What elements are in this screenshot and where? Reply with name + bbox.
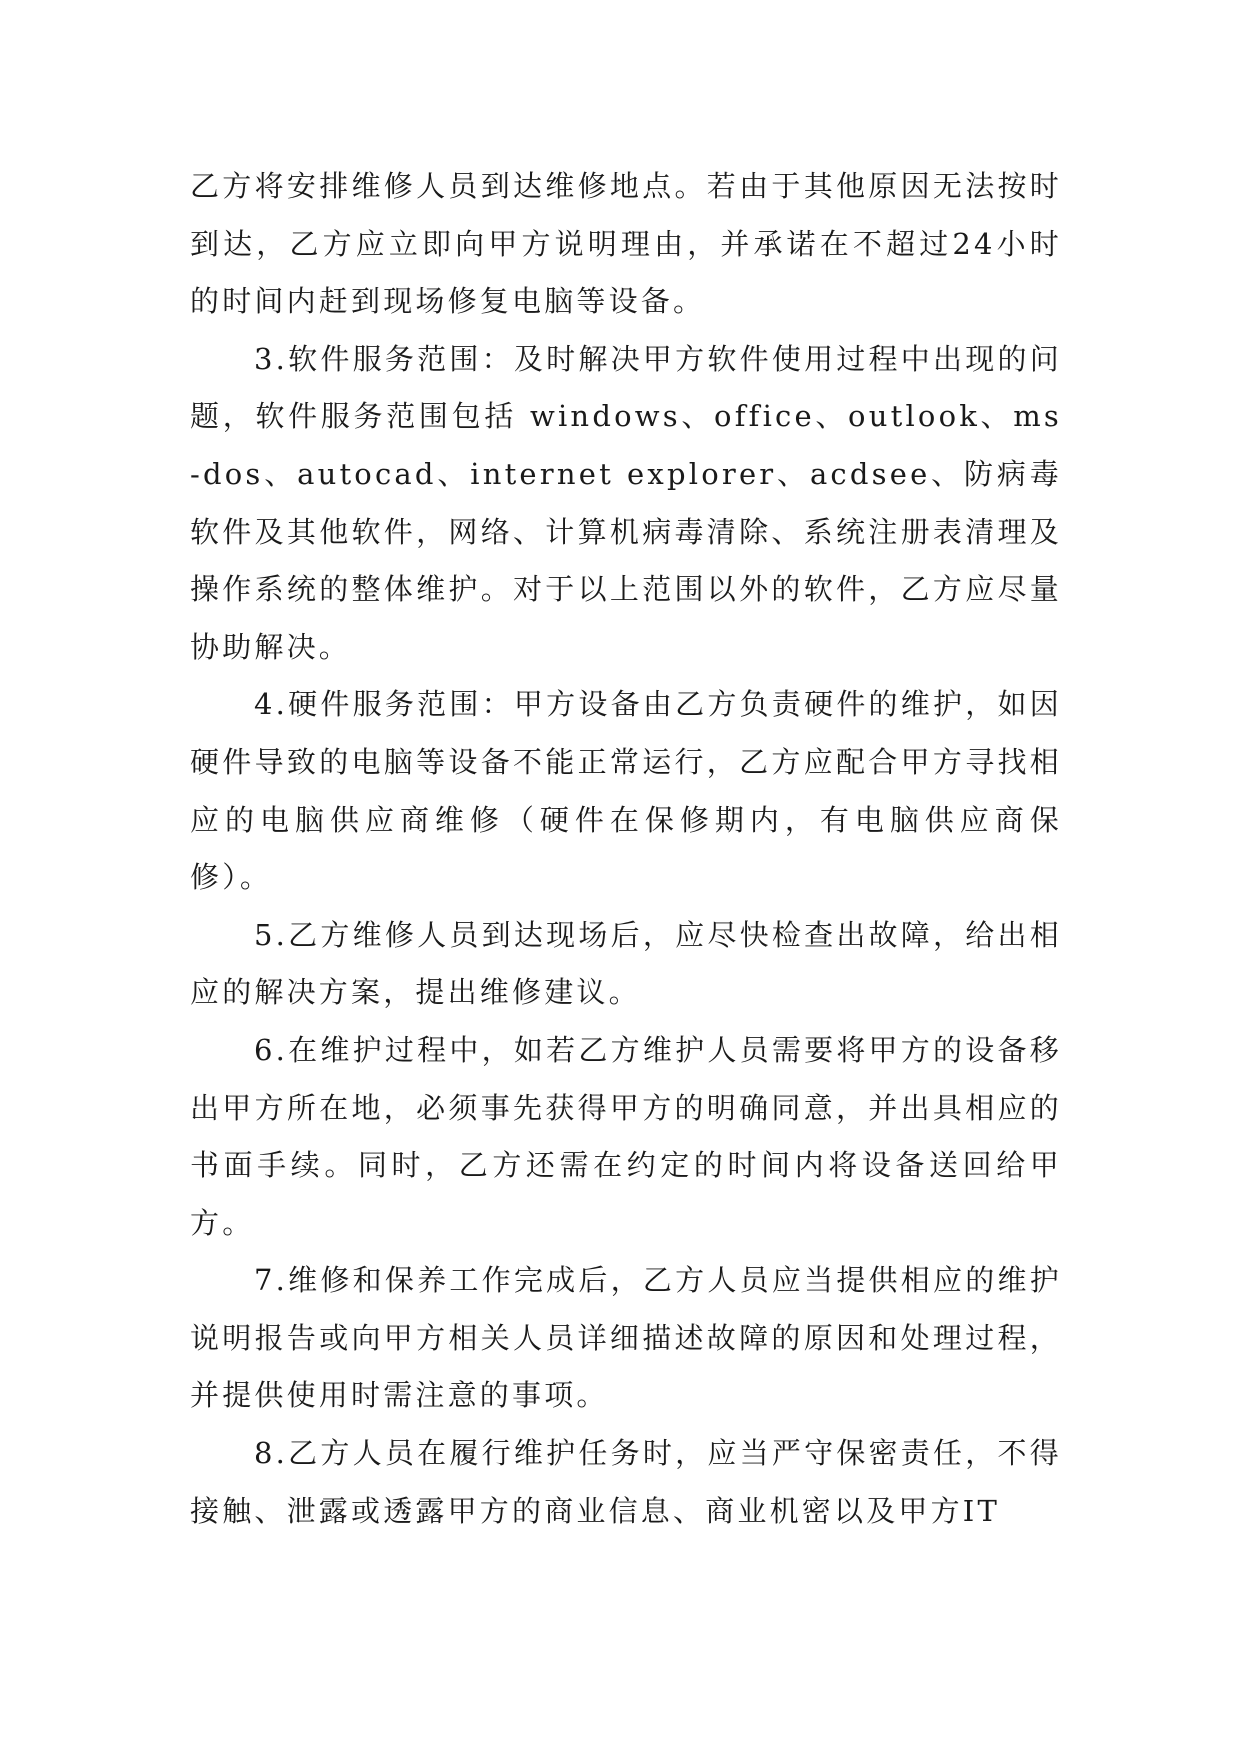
- paragraph-confidentiality: 8.乙方人员在履行维护任务时，应当严守保密责任，不得接触、泄露或透露甲方的商业信息、商业机密以及甲方IT: [190, 1436, 1062, 1528]
- paragraph-continuation: 乙方将安排维修人员到达维修地点。若由于其他原因无法按时到达，乙方应立即向甲方说明理由，并承诺在不超过24小时的时间内赶到现场修复电脑等设备。: [190, 169, 1062, 319]
- paragraph-software-scope: 3.软件服务范围：及时解决甲方软件使用过程中出现的问题，软件服务范围包括 windows、office、outlook、ms-dos、autocad、internet explorer、acdsee、防病毒软件及其他软件，网络、计算机病毒清除、系统注册表清理及操作系统的整体维护。对于以上范围以外的软件，乙方应尽量协助解决。: [190, 341, 1062, 664]
- document-body: [190, 158, 1062, 1540]
- paragraph-equipment-removal: 6.在维护过程中，如若乙方维护人员需要将甲方的设备移出甲方所在地，必须事先获得甲方的明确同意，并出具相应的书面手续。同时，乙方还需在约定的时间内将设备送回给甲方。: [190, 1032, 1062, 1240]
- paragraph-hardware-scope: 4.硬件服务范围：甲方设备由乙方负责硬件的维护，如因硬件导致的电脑等设备不能正常运行，乙方应配合甲方寻找相应的电脑供应商维修（硬件在保修期内，有电脑供应商保修）。: [190, 687, 1062, 895]
- paragraph-maintenance-report: 7.维修和保养工作完成后，乙方人员应当提供相应的维护说明报告或向甲方相关人员详细描述故障的原因和处理过程，并提供使用时需注意的事项。: [190, 1263, 1062, 1413]
- paragraph-onsite-diagnosis: 5.乙方维修人员到达现场后，应尽快检查出故障，给出相应的解决方案，提出维修建议。: [190, 917, 1062, 1010]
